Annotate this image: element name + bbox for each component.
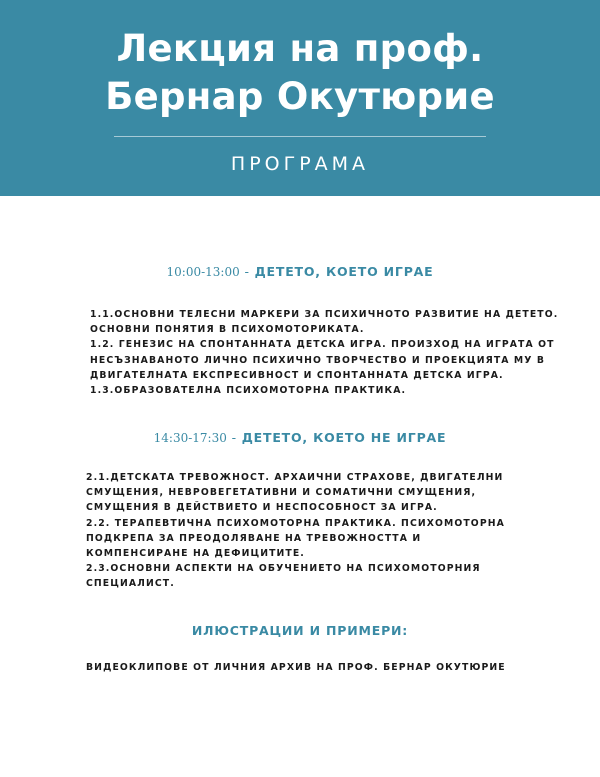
session-2-line: СПЕЦИАЛИСТ. [86, 578, 175, 590]
session-1-separator: - [239, 264, 255, 279]
session-2-line: СМУЩЕНИЯ В ДЕЙСТВИЕТО И НЕСПОСОБНОСТ ЗА ИГРА. [86, 502, 438, 514]
session-2-line: КОМПЕНСИРАНЕ НА ДЕФИЦИТИТЕ. [86, 548, 305, 560]
session-2-line: СМУЩЕНИЯ, НЕВРОВЕГЕТАТИВНИ И СОМАТИЧНИ СМУЩЕНИЯ, [86, 487, 477, 499]
session-2-line: ПОДКРЕПА ЗА ПРЕОДОЛЯВАНЕ НА ТРЕВОЖНОСТТА И [86, 532, 422, 544]
session-1-title: ДЕТЕТО, КОЕТО ИГРАЕ [254, 264, 434, 279]
session-1-line: 1.1.ОСНОВНИ ТЕЛЕСНИ МАРКЕРИ ЗА ПСИХИЧНОТО РАЗВИТИЕ НА ДЕТЕТО. [90, 309, 559, 320]
session-2-line: 2.2. ТЕРАПЕВТИЧНА ПСИХОМОТОРНА ПРАКТИКА. ПСИХОМОТОРНА [86, 517, 505, 529]
session-1-content [90, 307, 570, 398]
program-subtitle: ПРОГРАМА [230, 153, 370, 175]
session-1-line: ОСНОВНИ ПОНЯТИЯ В ПСИХОМОТОРИКАТА. [90, 324, 365, 336]
session-1-line: 1.2. ГЕНЕЗИС НА СПОНТАННАТА ДЕТСКА ИГРА. ПРОИЗХОД НА ИГРАТА ОТ [90, 339, 555, 351]
session-1-time: 10:00-13:00 [166, 265, 240, 279]
header-divider [114, 136, 486, 137]
session-1-line: НЕСЪЗНАВАНОТО ЛИЧНО ПСИХИЧНО ТВОРЧЕСТВО И ПРОЕКЦИЯТА МУ В [90, 354, 546, 366]
header-banner [0, 0, 600, 196]
session-2-time: 14:30-17:30 [153, 431, 227, 445]
session-2-separator: - [226, 430, 242, 445]
session-2-line: 2.3.ОСНОВНИ АСПЕКТИ НА ОБУЧЕНИЕТО НА ПСИХОМОТОРНИЯ [86, 563, 481, 575]
session-2-title: ДЕТЕТО, КОЕТО НЕ ИГРАЕ [241, 430, 447, 445]
session-1-line: ДВИГАТЕЛНАТА ЕКСПРЕСИВНОСТ И СПОНТАННАТА ДЕТСКА ИГРА. [90, 369, 504, 381]
session-2-line: 2.1.ДЕТСКАТА ТРЕВОЖНОСТ. АРХАИЧНИ СТРАХОВЕ, ДВИГАТЕЛНИ [86, 472, 504, 483]
session-2-content [86, 470, 566, 592]
session-2-heading [0, 429, 600, 447]
lecture-title-line-2: Бернар Окутюрие [105, 75, 495, 118]
illustrations-text: ВИДЕОКЛИПОВЕ ОТ ЛИЧНИЯ АРХИВ НА ПРОФ. БЕРНАР ОКУТЮРИЕ [86, 662, 506, 673]
session-1-line: 1.3.ОБРАЗОВАТЕЛНА ПСИХОМОТОРНА ПРАКТИКА. [90, 385, 407, 397]
session-1-heading [0, 263, 600, 281]
lecture-title-line-1: Лекция на проф. [116, 27, 484, 70]
illustrations-heading: ИЛЮСТРАЦИИ И ПРИМЕРИ: [191, 623, 409, 638]
